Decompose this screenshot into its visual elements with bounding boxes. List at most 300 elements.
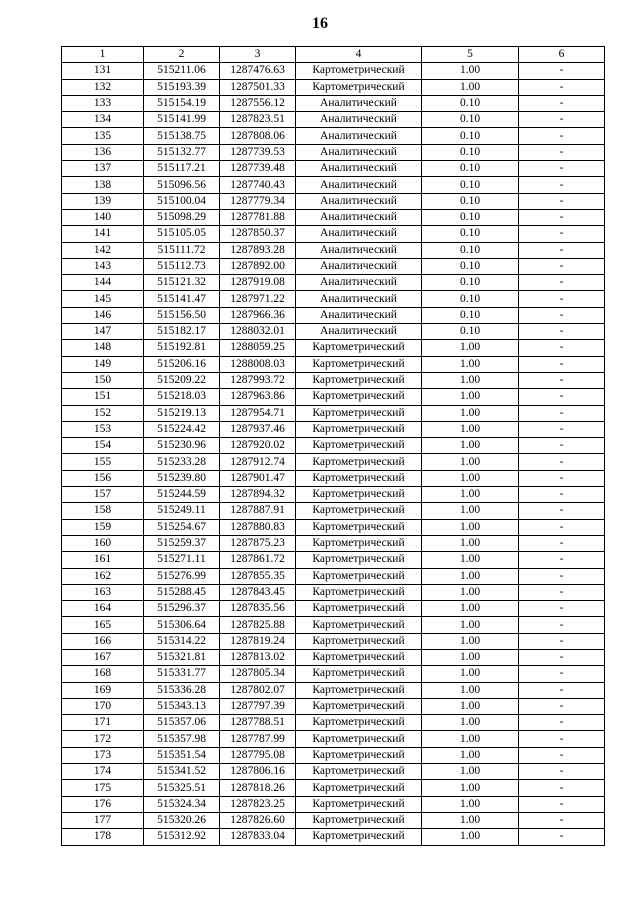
y-coordinate-cell: 1287963.86 [220, 389, 296, 405]
method-cell: Картометрический [296, 715, 422, 731]
y-coordinate-cell: 1287954.71 [220, 405, 296, 421]
x-coordinate-cell: 515230.96 [144, 438, 220, 454]
table-header-row [62, 47, 605, 63]
note-cell: - [519, 487, 605, 503]
x-coordinate-cell: 515312.92 [144, 829, 220, 845]
method-cell: Картометрический [296, 568, 422, 584]
x-coordinate-cell: 515306.64 [144, 617, 220, 633]
y-coordinate-cell: 1287993.72 [220, 372, 296, 388]
accuracy-cell: 1.00 [422, 405, 519, 421]
accuracy-cell: 1.00 [422, 372, 519, 388]
method-cell: Картометрический [296, 470, 422, 486]
y-coordinate-cell: 1287919.08 [220, 275, 296, 291]
x-coordinate-cell: 515193.39 [144, 79, 220, 95]
y-coordinate-cell: 1287823.25 [220, 796, 296, 812]
table-row [62, 454, 605, 470]
method-cell: Картометрический [296, 698, 422, 714]
accuracy-cell: 1.00 [422, 812, 519, 828]
method-cell: Картометрический [296, 487, 422, 503]
point-number-cell: 142 [62, 242, 144, 258]
table-row [62, 112, 605, 128]
table-row [62, 307, 605, 323]
accuracy-cell: 1.00 [422, 63, 519, 79]
method-cell: Картометрический [296, 796, 422, 812]
x-coordinate-cell: 515096.56 [144, 177, 220, 193]
accuracy-cell: 0.10 [422, 324, 519, 340]
note-cell: - [519, 552, 605, 568]
point-number-cell: 141 [62, 226, 144, 242]
accuracy-cell: 0.10 [422, 226, 519, 242]
coordinates-table [61, 46, 605, 846]
point-number-cell: 163 [62, 584, 144, 600]
accuracy-cell: 1.00 [422, 764, 519, 780]
y-coordinate-cell: 1287797.39 [220, 698, 296, 714]
note-cell: - [519, 372, 605, 388]
note-cell: - [519, 829, 605, 845]
point-number-cell: 155 [62, 454, 144, 470]
x-coordinate-cell: 515219.13 [144, 405, 220, 421]
method-cell: Аналитический [296, 275, 422, 291]
point-number-cell: 153 [62, 421, 144, 437]
column-header-2: 2 [144, 47, 220, 63]
method-cell: Картометрический [296, 682, 422, 698]
method-cell: Аналитический [296, 193, 422, 209]
note-cell: - [519, 405, 605, 421]
y-coordinate-cell: 1287825.88 [220, 617, 296, 633]
x-coordinate-cell: 515233.28 [144, 454, 220, 470]
table-row [62, 291, 605, 307]
point-number-cell: 173 [62, 747, 144, 763]
accuracy-cell: 1.00 [422, 617, 519, 633]
table-row [62, 340, 605, 356]
method-cell: Картометрический [296, 601, 422, 617]
point-number-cell: 162 [62, 568, 144, 584]
method-cell: Аналитический [296, 307, 422, 323]
method-cell: Картометрический [296, 731, 422, 747]
note-cell: - [519, 275, 605, 291]
method-cell: Аналитический [296, 242, 422, 258]
point-number-cell: 160 [62, 535, 144, 551]
x-coordinate-cell: 515206.16 [144, 356, 220, 372]
accuracy-cell: 0.10 [422, 161, 519, 177]
table-row [62, 95, 605, 111]
table-row [62, 372, 605, 388]
x-coordinate-cell: 515218.03 [144, 389, 220, 405]
table-row [62, 568, 605, 584]
method-cell: Аналитический [296, 258, 422, 274]
y-coordinate-cell: 1287813.02 [220, 649, 296, 665]
column-header-5: 5 [422, 47, 519, 63]
note-cell: - [519, 535, 605, 551]
y-coordinate-cell: 1288032.01 [220, 324, 296, 340]
y-coordinate-cell: 1287795.08 [220, 747, 296, 763]
table-row [62, 275, 605, 291]
method-cell: Картометрический [296, 454, 422, 470]
point-number-cell: 157 [62, 487, 144, 503]
x-coordinate-cell: 515357.98 [144, 731, 220, 747]
x-coordinate-cell: 515105.05 [144, 226, 220, 242]
accuracy-cell: 1.00 [422, 780, 519, 796]
accuracy-cell: 0.10 [422, 112, 519, 128]
accuracy-cell: 0.10 [422, 193, 519, 209]
method-cell: Аналитический [296, 144, 422, 160]
y-coordinate-cell: 1287920.02 [220, 438, 296, 454]
point-number-cell: 156 [62, 470, 144, 486]
y-coordinate-cell: 1287855.35 [220, 568, 296, 584]
note-cell: - [519, 324, 605, 340]
note-cell: - [519, 421, 605, 437]
note-cell: - [519, 95, 605, 111]
x-coordinate-cell: 515325.51 [144, 780, 220, 796]
note-cell: - [519, 144, 605, 160]
point-number-cell: 147 [62, 324, 144, 340]
note-cell: - [519, 519, 605, 535]
table-row [62, 649, 605, 665]
accuracy-cell: 1.00 [422, 796, 519, 812]
x-coordinate-cell: 515320.26 [144, 812, 220, 828]
note-cell: - [519, 601, 605, 617]
x-coordinate-cell: 515259.37 [144, 535, 220, 551]
table-row [62, 519, 605, 535]
method-cell: Картометрический [296, 503, 422, 519]
note-cell: - [519, 666, 605, 682]
table-row [62, 421, 605, 437]
page-number: 16 [312, 15, 328, 32]
note-cell: - [519, 226, 605, 242]
x-coordinate-cell: 515138.75 [144, 128, 220, 144]
method-cell: Картометрический [296, 747, 422, 763]
table-row [62, 584, 605, 600]
y-coordinate-cell: 1287875.23 [220, 535, 296, 551]
accuracy-cell: 0.10 [422, 144, 519, 160]
point-number-cell: 146 [62, 307, 144, 323]
point-number-cell: 139 [62, 193, 144, 209]
accuracy-cell: 1.00 [422, 584, 519, 600]
y-coordinate-cell: 1287971.22 [220, 291, 296, 307]
table-row [62, 764, 605, 780]
y-coordinate-cell: 1287892.00 [220, 258, 296, 274]
table-row [62, 242, 605, 258]
accuracy-cell: 0.10 [422, 275, 519, 291]
column-header-6: 6 [519, 47, 605, 63]
method-cell: Картометрический [296, 617, 422, 633]
table-body [62, 63, 605, 845]
table-row [62, 682, 605, 698]
x-coordinate-cell: 515100.04 [144, 193, 220, 209]
accuracy-cell: 0.10 [422, 242, 519, 258]
note-cell: - [519, 715, 605, 731]
x-coordinate-cell: 515351.54 [144, 747, 220, 763]
accuracy-cell: 0.10 [422, 177, 519, 193]
table-row [62, 698, 605, 714]
point-number-cell: 145 [62, 291, 144, 307]
y-coordinate-cell: 1287788.51 [220, 715, 296, 731]
method-cell: Аналитический [296, 209, 422, 225]
column-header-4: 4 [296, 47, 422, 63]
note-cell: - [519, 633, 605, 649]
method-cell: Аналитический [296, 112, 422, 128]
accuracy-cell: 1.00 [422, 454, 519, 470]
point-number-cell: 149 [62, 356, 144, 372]
table-row [62, 79, 605, 95]
point-number-cell: 167 [62, 649, 144, 665]
method-cell: Картометрический [296, 633, 422, 649]
x-coordinate-cell: 515296.37 [144, 601, 220, 617]
method-cell: Картометрический [296, 79, 422, 95]
accuracy-cell: 1.00 [422, 487, 519, 503]
note-cell: - [519, 242, 605, 258]
note-cell: - [519, 307, 605, 323]
method-cell: Аналитический [296, 95, 422, 111]
x-coordinate-cell: 515132.77 [144, 144, 220, 160]
y-coordinate-cell: 1287901.47 [220, 470, 296, 486]
note-cell: - [519, 470, 605, 486]
column-header-1: 1 [62, 47, 144, 63]
note-cell: - [519, 812, 605, 828]
accuracy-cell: 0.10 [422, 209, 519, 225]
y-coordinate-cell: 1287806.16 [220, 764, 296, 780]
method-cell: Аналитический [296, 161, 422, 177]
point-number-cell: 138 [62, 177, 144, 193]
y-coordinate-cell: 1287937.46 [220, 421, 296, 437]
note-cell: - [519, 568, 605, 584]
note-cell: - [519, 796, 605, 812]
accuracy-cell: 1.00 [422, 470, 519, 486]
accuracy-cell: 1.00 [422, 715, 519, 731]
point-number-cell: 172 [62, 731, 144, 747]
y-coordinate-cell: 1287912.74 [220, 454, 296, 470]
accuracy-cell: 1.00 [422, 519, 519, 535]
accuracy-cell: 1.00 [422, 438, 519, 454]
y-coordinate-cell: 1287887.91 [220, 503, 296, 519]
point-number-cell: 175 [62, 780, 144, 796]
table-row [62, 161, 605, 177]
table-row [62, 258, 605, 274]
point-number-cell: 140 [62, 209, 144, 225]
x-coordinate-cell: 515314.22 [144, 633, 220, 649]
x-coordinate-cell: 515209.22 [144, 372, 220, 388]
note-cell: - [519, 682, 605, 698]
point-number-cell: 131 [62, 63, 144, 79]
method-cell: Аналитический [296, 324, 422, 340]
accuracy-cell: 0.10 [422, 258, 519, 274]
x-coordinate-cell: 515141.47 [144, 291, 220, 307]
method-cell: Картометрический [296, 421, 422, 437]
table-row [62, 796, 605, 812]
accuracy-cell: 1.00 [422, 389, 519, 405]
accuracy-cell: 0.10 [422, 95, 519, 111]
x-coordinate-cell: 515324.34 [144, 796, 220, 812]
table-row [62, 552, 605, 568]
y-coordinate-cell: 1287787.99 [220, 731, 296, 747]
point-number-cell: 143 [62, 258, 144, 274]
x-coordinate-cell: 515343.13 [144, 698, 220, 714]
note-cell: - [519, 438, 605, 454]
method-cell: Картометрический [296, 584, 422, 600]
point-number-cell: 169 [62, 682, 144, 698]
accuracy-cell: 1.00 [422, 535, 519, 551]
x-coordinate-cell: 515341.52 [144, 764, 220, 780]
note-cell: - [519, 731, 605, 747]
x-coordinate-cell: 515154.19 [144, 95, 220, 111]
y-coordinate-cell: 1287779.34 [220, 193, 296, 209]
note-cell: - [519, 649, 605, 665]
y-coordinate-cell: 1287826.60 [220, 812, 296, 828]
note-cell: - [519, 177, 605, 193]
table-row [62, 324, 605, 340]
table-row [62, 193, 605, 209]
accuracy-cell: 1.00 [422, 503, 519, 519]
note-cell: - [519, 193, 605, 209]
accuracy-cell: 1.00 [422, 601, 519, 617]
y-coordinate-cell: 1287833.04 [220, 829, 296, 845]
method-cell: Картометрический [296, 438, 422, 454]
y-coordinate-cell: 1287808.06 [220, 128, 296, 144]
table-row [62, 128, 605, 144]
y-coordinate-cell: 1287835.56 [220, 601, 296, 617]
method-cell: Аналитический [296, 291, 422, 307]
accuracy-cell: 1.00 [422, 79, 519, 95]
accuracy-cell: 0.10 [422, 307, 519, 323]
table-row [62, 470, 605, 486]
x-coordinate-cell: 515098.29 [144, 209, 220, 225]
table-row [62, 405, 605, 421]
accuracy-cell: 1.00 [422, 568, 519, 584]
table-row [62, 226, 605, 242]
accuracy-cell: 0.10 [422, 291, 519, 307]
note-cell: - [519, 128, 605, 144]
x-coordinate-cell: 515276.99 [144, 568, 220, 584]
y-coordinate-cell: 1287802.07 [220, 682, 296, 698]
note-cell: - [519, 617, 605, 633]
note-cell: - [519, 747, 605, 763]
method-cell: Картометрический [296, 519, 422, 535]
table-row [62, 829, 605, 845]
point-number-cell: 154 [62, 438, 144, 454]
note-cell: - [519, 503, 605, 519]
point-number-cell: 174 [62, 764, 144, 780]
point-number-cell: 161 [62, 552, 144, 568]
table-row [62, 780, 605, 796]
y-coordinate-cell: 1287893.28 [220, 242, 296, 258]
accuracy-cell: 0.10 [422, 128, 519, 144]
x-coordinate-cell: 515141.99 [144, 112, 220, 128]
table-row [62, 715, 605, 731]
table-row [62, 503, 605, 519]
y-coordinate-cell: 1287739.48 [220, 161, 296, 177]
accuracy-cell: 1.00 [422, 552, 519, 568]
x-coordinate-cell: 515336.28 [144, 682, 220, 698]
y-coordinate-cell: 1287843.45 [220, 584, 296, 600]
x-coordinate-cell: 515211.06 [144, 63, 220, 79]
note-cell: - [519, 79, 605, 95]
point-number-cell: 144 [62, 275, 144, 291]
x-coordinate-cell: 515121.32 [144, 275, 220, 291]
table-row [62, 601, 605, 617]
y-coordinate-cell: 1287966.36 [220, 307, 296, 323]
point-number-cell: 158 [62, 503, 144, 519]
accuracy-cell: 1.00 [422, 666, 519, 682]
point-number-cell: 159 [62, 519, 144, 535]
table-row [62, 209, 605, 225]
x-coordinate-cell: 515117.21 [144, 161, 220, 177]
method-cell: Картометрический [296, 812, 422, 828]
accuracy-cell: 1.00 [422, 698, 519, 714]
point-number-cell: 148 [62, 340, 144, 356]
y-coordinate-cell: 1288008.03 [220, 356, 296, 372]
table-row [62, 731, 605, 747]
x-coordinate-cell: 515192.81 [144, 340, 220, 356]
table-row [62, 144, 605, 160]
point-number-cell: 166 [62, 633, 144, 649]
accuracy-cell: 1.00 [422, 829, 519, 845]
x-coordinate-cell: 515357.06 [144, 715, 220, 731]
method-cell: Картометрический [296, 764, 422, 780]
method-cell: Картометрический [296, 649, 422, 665]
point-number-cell: 168 [62, 666, 144, 682]
note-cell: - [519, 389, 605, 405]
y-coordinate-cell: 1287894.32 [220, 487, 296, 503]
point-number-cell: 133 [62, 95, 144, 111]
x-coordinate-cell: 515182.17 [144, 324, 220, 340]
y-coordinate-cell: 1287781.88 [220, 209, 296, 225]
note-cell: - [519, 356, 605, 372]
point-number-cell: 165 [62, 617, 144, 633]
method-cell: Картометрический [296, 405, 422, 421]
table-row [62, 633, 605, 649]
accuracy-cell: 1.00 [422, 356, 519, 372]
note-cell: - [519, 780, 605, 796]
y-coordinate-cell: 1288059.25 [220, 340, 296, 356]
table-row [62, 389, 605, 405]
x-coordinate-cell: 515112.73 [144, 258, 220, 274]
point-number-cell: 171 [62, 715, 144, 731]
table-row [62, 177, 605, 193]
point-number-cell: 170 [62, 698, 144, 714]
method-cell: Картометрический [296, 535, 422, 551]
point-number-cell: 177 [62, 812, 144, 828]
x-coordinate-cell: 515239.80 [144, 470, 220, 486]
y-coordinate-cell: 1287556.12 [220, 95, 296, 111]
x-coordinate-cell: 515254.67 [144, 519, 220, 535]
table-row [62, 747, 605, 763]
y-coordinate-cell: 1287850.37 [220, 226, 296, 242]
x-coordinate-cell: 515224.42 [144, 421, 220, 437]
accuracy-cell: 1.00 [422, 731, 519, 747]
table-row [62, 617, 605, 633]
table-row [62, 438, 605, 454]
method-cell: Картометрический [296, 356, 422, 372]
point-number-cell: 151 [62, 389, 144, 405]
y-coordinate-cell: 1287880.83 [220, 519, 296, 535]
x-coordinate-cell: 515156.50 [144, 307, 220, 323]
x-coordinate-cell: 515111.72 [144, 242, 220, 258]
accuracy-cell: 1.00 [422, 633, 519, 649]
y-coordinate-cell: 1287740.43 [220, 177, 296, 193]
x-coordinate-cell: 515288.45 [144, 584, 220, 600]
point-number-cell: 178 [62, 829, 144, 845]
note-cell: - [519, 161, 605, 177]
note-cell: - [519, 209, 605, 225]
method-cell: Аналитический [296, 226, 422, 242]
y-coordinate-cell: 1287739.53 [220, 144, 296, 160]
table-row [62, 63, 605, 79]
method-cell: Картометрический [296, 389, 422, 405]
x-coordinate-cell: 515331.77 [144, 666, 220, 682]
x-coordinate-cell: 515244.59 [144, 487, 220, 503]
point-number-cell: 132 [62, 79, 144, 95]
note-cell: - [519, 340, 605, 356]
